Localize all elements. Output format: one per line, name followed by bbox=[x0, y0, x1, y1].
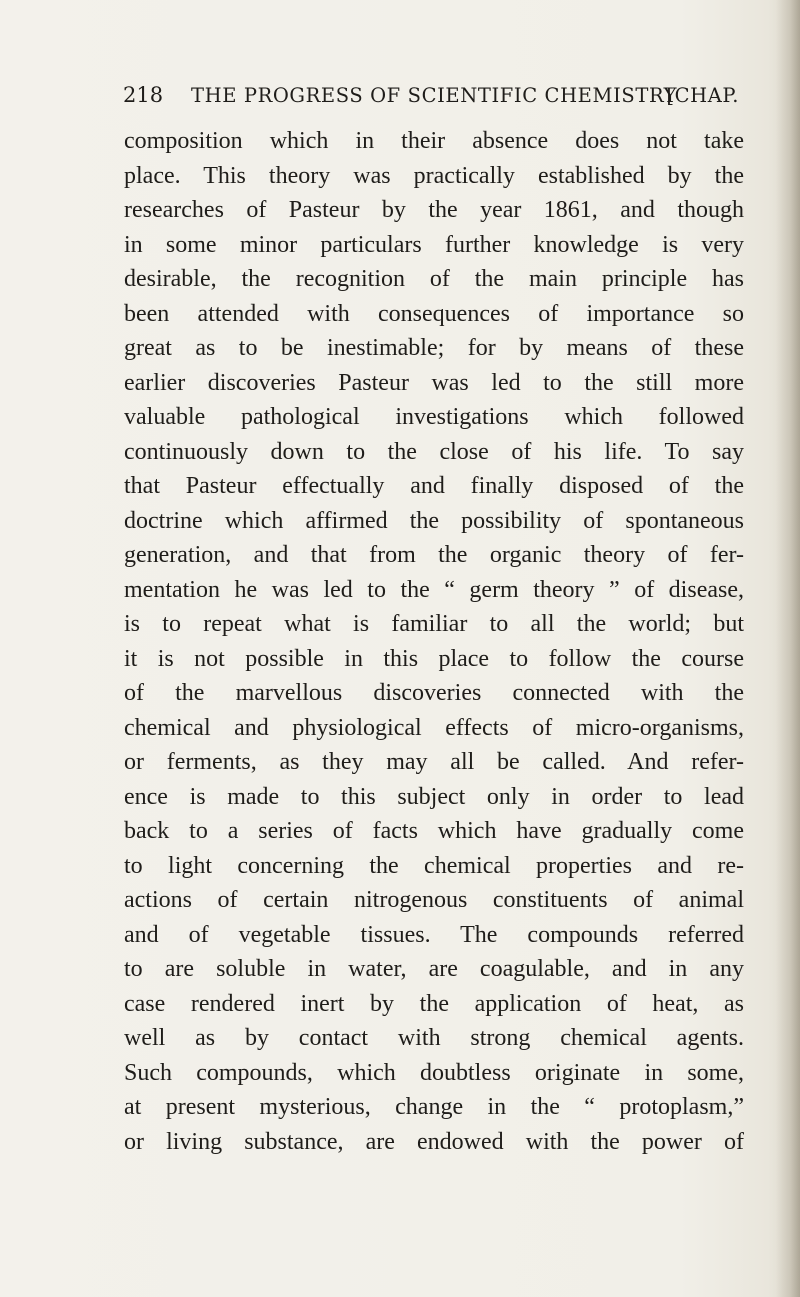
page-edge-shadow bbox=[776, 0, 800, 1297]
text-line: ence is made to this subject only in order to lead bbox=[124, 783, 744, 810]
text-line: in some minor particulars further knowledge is very bbox=[124, 231, 744, 258]
text-line: desirable, the recognition of the main principle has bbox=[124, 266, 744, 292]
chapter-mark: [CHAP. bbox=[666, 84, 739, 107]
text-line: well as by contact with strong chemical agents. bbox=[124, 1025, 744, 1051]
text-line: generation, and that from the organic theory of fer- bbox=[124, 542, 744, 568]
body-text bbox=[124, 124, 744, 1159]
text-line: great as to be inestimable; for by means of these bbox=[124, 335, 744, 361]
text-line: that Pasteur effectually and finally disposed of the bbox=[124, 473, 744, 499]
text-line: Such compounds, which doubtless originate in some, bbox=[124, 1059, 744, 1086]
text-line: composition which in their absence does not take bbox=[124, 128, 744, 154]
text-line: doctrine which affirmed the possibility of spontaneous bbox=[124, 507, 744, 534]
text-line: valuable pathological investigations which followed bbox=[124, 404, 744, 430]
text-line: at present mysterious, change in the “ protoplasm,” bbox=[124, 1094, 744, 1120]
text-line: earlier discoveries Pasteur was led to the still more bbox=[124, 369, 744, 396]
text-line: to are soluble in water, are coagulable, and in any bbox=[124, 956, 744, 982]
page-number: 218 bbox=[123, 83, 164, 107]
text-line: back to a series of facts which have gradually come bbox=[124, 818, 744, 844]
text-line: case rendered inert by the application of heat, as bbox=[124, 990, 744, 1017]
text-line: been attended with consequences of importance so bbox=[124, 300, 744, 327]
text-line: or ferments, as they may all be called. And refer- bbox=[124, 749, 744, 775]
text-line: and of vegetable tissues. The compounds referred bbox=[124, 921, 744, 948]
text-line: actions of certain nitrogenous constituents of animal bbox=[124, 887, 744, 913]
running-header bbox=[123, 83, 743, 113]
text-line: of the marvellous discoveries connected with the bbox=[124, 680, 744, 706]
text-line: chemical and physiological effects of micro-organisms, bbox=[124, 714, 744, 741]
text-line: researches of Pasteur by the year 1861, and though bbox=[124, 197, 744, 223]
text-line: is to repeat what is familiar to all the world; but bbox=[124, 611, 744, 637]
text-line: to light concerning the chemical properties and re- bbox=[124, 852, 744, 879]
text-line: place. This theory was practically established by the bbox=[124, 162, 744, 189]
running-title: THE PROGRESS OF SCIENTIFIC CHEMISTRY bbox=[191, 84, 678, 107]
text-line: continuously down to the close of his life. To say bbox=[124, 438, 744, 465]
text-line: mentation he was led to the “ germ theory ” of disease, bbox=[124, 576, 744, 603]
text-line: it is not possible in this place to follow the course bbox=[124, 645, 744, 672]
text-line: or living substance, are endowed with the power of bbox=[124, 1128, 744, 1155]
